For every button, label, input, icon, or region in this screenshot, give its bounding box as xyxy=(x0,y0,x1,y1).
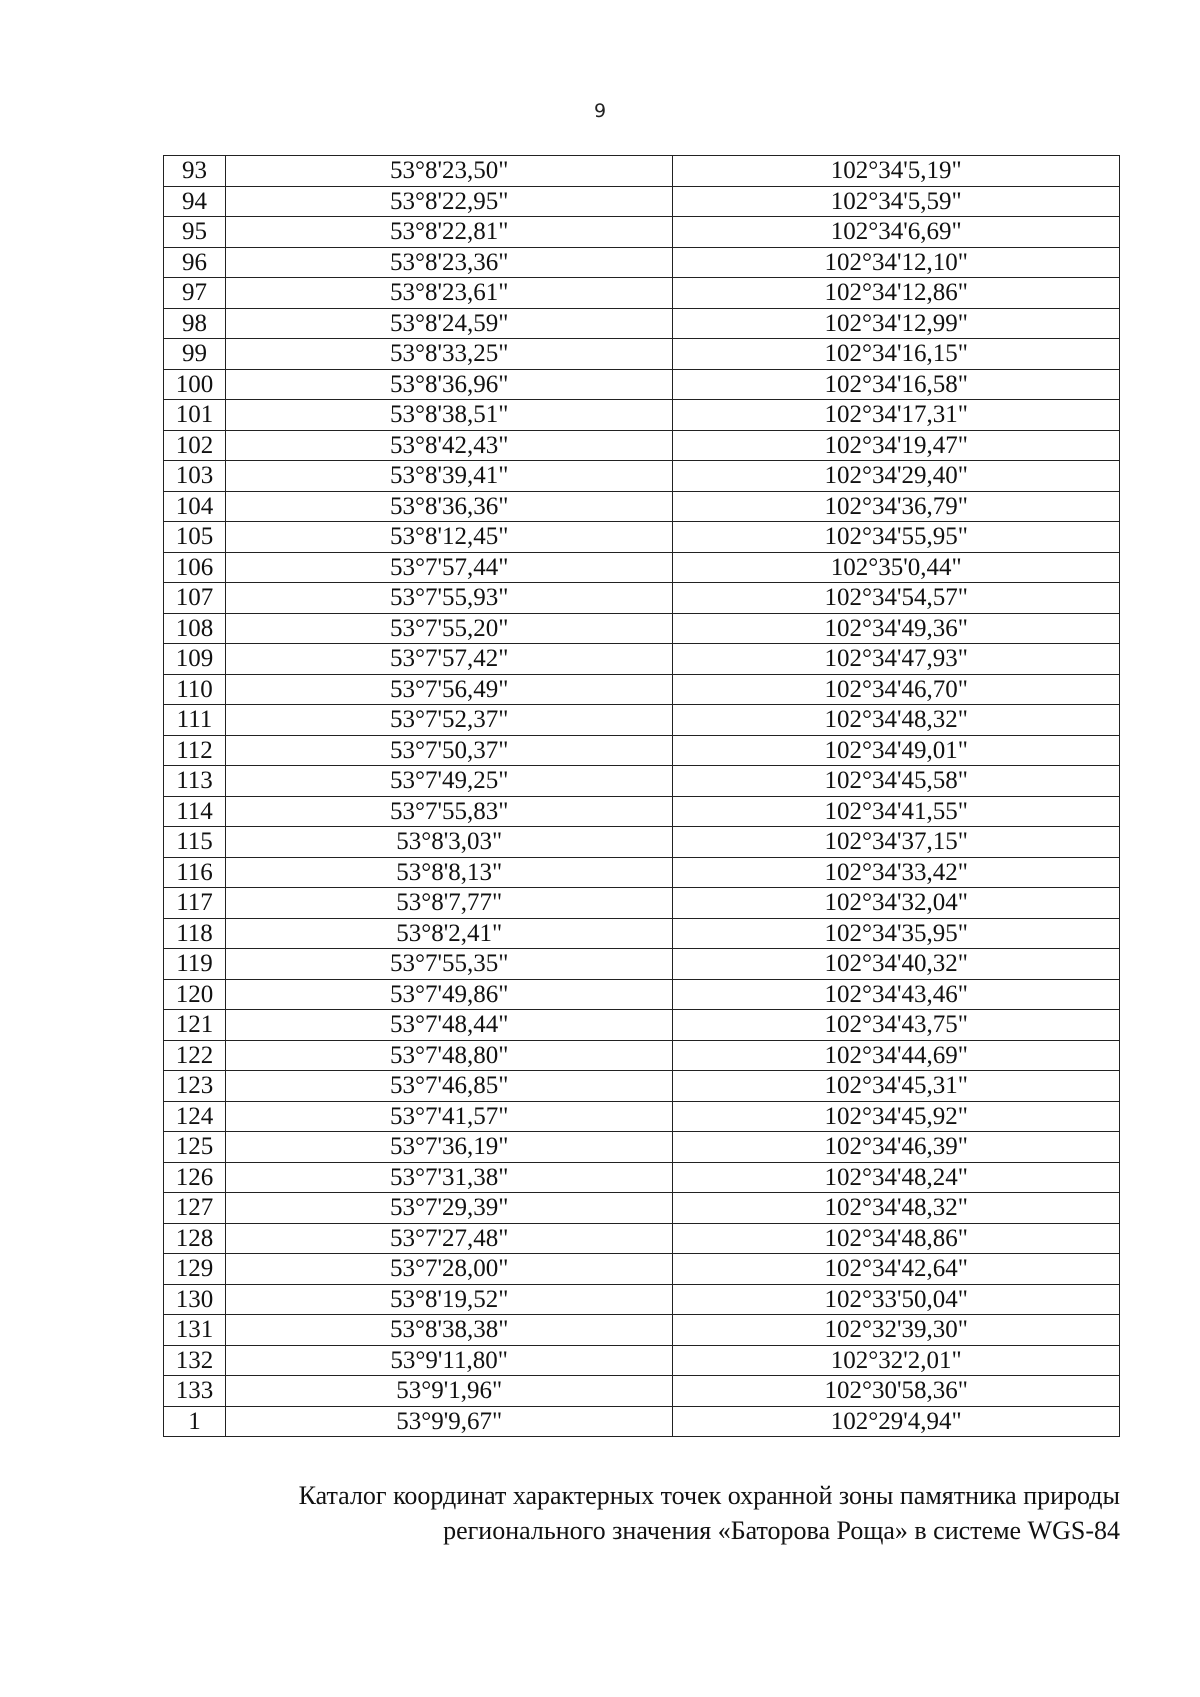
latitude-cell: 53°7'57,44" xyxy=(225,552,672,583)
longitude-cell: 102°34'36,79" xyxy=(673,491,1120,522)
longitude-cell: 102°34'12,10" xyxy=(673,247,1120,278)
latitude-cell: 53°8'23,50" xyxy=(225,156,672,187)
point-number-cell: 133 xyxy=(164,1376,226,1407)
longitude-cell: 102°33'50,04" xyxy=(673,1284,1120,1315)
page-number: 9 xyxy=(593,100,607,122)
longitude-cell: 102°34'12,86" xyxy=(673,278,1120,309)
table-row xyxy=(164,308,1120,339)
longitude-cell: 102°34'35,95" xyxy=(673,918,1120,949)
point-number-cell: 93 xyxy=(164,156,226,187)
table-row xyxy=(164,1345,1120,1376)
latitude-cell: 53°8'24,59" xyxy=(225,308,672,339)
latitude-cell: 53°8'23,36" xyxy=(225,247,672,278)
table-row xyxy=(164,1284,1120,1315)
latitude-cell: 53°8'8,13" xyxy=(225,857,672,888)
point-number-cell: 112 xyxy=(164,735,226,766)
point-number-cell: 99 xyxy=(164,339,226,370)
latitude-cell: 53°8'38,38" xyxy=(225,1315,672,1346)
latitude-cell: 53°7'27,48" xyxy=(225,1223,672,1254)
point-number-cell: 96 xyxy=(164,247,226,278)
table-row xyxy=(164,827,1120,858)
latitude-cell: 53°9'1,96" xyxy=(225,1376,672,1407)
longitude-cell: 102°34'46,70" xyxy=(673,674,1120,705)
latitude-cell: 53°7'31,38" xyxy=(225,1162,672,1193)
latitude-cell: 53°8'38,51" xyxy=(225,400,672,431)
latitude-cell: 53°7'55,83" xyxy=(225,796,672,827)
latitude-cell: 53°8'22,95" xyxy=(225,186,672,217)
table-row xyxy=(164,1315,1120,1346)
latitude-cell: 53°7'49,25" xyxy=(225,766,672,797)
table-row xyxy=(164,918,1120,949)
longitude-cell: 102°34'16,15" xyxy=(673,339,1120,370)
table-row xyxy=(164,674,1120,705)
coordinates-table-body xyxy=(164,156,1120,1437)
point-number-cell: 106 xyxy=(164,552,226,583)
point-number-cell: 102 xyxy=(164,430,226,461)
latitude-cell: 53°7'56,49" xyxy=(225,674,672,705)
table-row xyxy=(164,1406,1120,1437)
longitude-cell: 102°34'29,40" xyxy=(673,461,1120,492)
longitude-cell: 102°34'6,69" xyxy=(673,217,1120,248)
longitude-cell: 102°30'58,36" xyxy=(673,1376,1120,1407)
table-row xyxy=(164,1376,1120,1407)
longitude-cell: 102°34'55,95" xyxy=(673,522,1120,553)
point-number-cell: 126 xyxy=(164,1162,226,1193)
point-number-cell: 132 xyxy=(164,1345,226,1376)
table-row xyxy=(164,1223,1120,1254)
longitude-cell: 102°34'54,57" xyxy=(673,583,1120,614)
point-number-cell: 103 xyxy=(164,461,226,492)
point-number-cell: 116 xyxy=(164,857,226,888)
table-row xyxy=(164,1193,1120,1224)
point-number-cell: 113 xyxy=(164,766,226,797)
latitude-cell: 53°8'39,41" xyxy=(225,461,672,492)
longitude-cell: 102°34'45,92" xyxy=(673,1101,1120,1132)
point-number-cell: 108 xyxy=(164,613,226,644)
point-number-cell: 129 xyxy=(164,1254,226,1285)
longitude-cell: 102°34'19,47" xyxy=(673,430,1120,461)
point-number-cell: 98 xyxy=(164,308,226,339)
table-caption xyxy=(160,1478,1120,1548)
latitude-cell: 53°7'29,39" xyxy=(225,1193,672,1224)
longitude-cell: 102°34'46,39" xyxy=(673,1132,1120,1163)
table-row xyxy=(164,247,1120,278)
table-row xyxy=(164,1010,1120,1041)
latitude-cell: 53°7'55,35" xyxy=(225,949,672,980)
latitude-cell: 53°7'49,86" xyxy=(225,979,672,1010)
longitude-cell: 102°34'37,15" xyxy=(673,827,1120,858)
table-row xyxy=(164,979,1120,1010)
point-number-cell: 95 xyxy=(164,217,226,248)
latitude-cell: 53°7'46,85" xyxy=(225,1071,672,1102)
table-row xyxy=(164,583,1120,614)
table-row xyxy=(164,156,1120,187)
latitude-cell: 53°7'41,57" xyxy=(225,1101,672,1132)
table-row xyxy=(164,400,1120,431)
point-number-cell: 104 xyxy=(164,491,226,522)
table-row xyxy=(164,1071,1120,1102)
longitude-cell: 102°34'5,19" xyxy=(673,156,1120,187)
longitude-cell: 102°34'45,31" xyxy=(673,1071,1120,1102)
latitude-cell: 53°9'11,80" xyxy=(225,1345,672,1376)
longitude-cell: 102°34'12,99" xyxy=(673,308,1120,339)
point-number-cell: 97 xyxy=(164,278,226,309)
caption-line-1: Каталог координат характерных точек охранной зоны памятника природы xyxy=(298,1481,1120,1510)
longitude-cell: 102°34'17,31" xyxy=(673,400,1120,431)
point-number-cell: 115 xyxy=(164,827,226,858)
latitude-cell: 53°8'36,36" xyxy=(225,491,672,522)
point-number-cell: 128 xyxy=(164,1223,226,1254)
latitude-cell: 53°8'3,03" xyxy=(225,827,672,858)
point-number-cell: 124 xyxy=(164,1101,226,1132)
table-row xyxy=(164,186,1120,217)
latitude-cell: 53°8'22,81" xyxy=(225,217,672,248)
latitude-cell: 53°8'12,45" xyxy=(225,522,672,553)
table-row xyxy=(164,613,1120,644)
table-row xyxy=(164,339,1120,370)
latitude-cell: 53°7'28,00" xyxy=(225,1254,672,1285)
latitude-cell: 53°8'42,43" xyxy=(225,430,672,461)
longitude-cell: 102°34'5,59" xyxy=(673,186,1120,217)
longitude-cell: 102°35'0,44" xyxy=(673,552,1120,583)
longitude-cell: 102°34'33,42" xyxy=(673,857,1120,888)
table-row xyxy=(164,461,1120,492)
coordinates-table xyxy=(163,155,1120,1437)
longitude-cell: 102°34'16,58" xyxy=(673,369,1120,400)
point-number-cell: 131 xyxy=(164,1315,226,1346)
latitude-cell: 53°7'55,20" xyxy=(225,613,672,644)
point-number-cell: 105 xyxy=(164,522,226,553)
latitude-cell: 53°9'9,67" xyxy=(225,1406,672,1437)
table-row xyxy=(164,1101,1120,1132)
table-row xyxy=(164,1254,1120,1285)
latitude-cell: 53°8'7,77" xyxy=(225,888,672,919)
longitude-cell: 102°34'43,75" xyxy=(673,1010,1120,1041)
longitude-cell: 102°34'48,32" xyxy=(673,705,1120,736)
longitude-cell: 102°34'44,69" xyxy=(673,1040,1120,1071)
point-number-cell: 107 xyxy=(164,583,226,614)
table-row xyxy=(164,217,1120,248)
latitude-cell: 53°8'33,25" xyxy=(225,339,672,370)
point-number-cell: 122 xyxy=(164,1040,226,1071)
point-number-cell: 101 xyxy=(164,400,226,431)
longitude-cell: 102°34'48,86" xyxy=(673,1223,1120,1254)
point-number-cell: 130 xyxy=(164,1284,226,1315)
longitude-cell: 102°34'45,58" xyxy=(673,766,1120,797)
point-number-cell: 94 xyxy=(164,186,226,217)
point-number-cell: 109 xyxy=(164,644,226,675)
point-number-cell: 127 xyxy=(164,1193,226,1224)
longitude-cell: 102°34'47,93" xyxy=(673,644,1120,675)
point-number-cell: 114 xyxy=(164,796,226,827)
point-number-cell: 1 xyxy=(164,1406,226,1437)
point-number-cell: 110 xyxy=(164,674,226,705)
table-row xyxy=(164,735,1120,766)
latitude-cell: 53°7'55,93" xyxy=(225,583,672,614)
point-number-cell: 118 xyxy=(164,918,226,949)
table-row xyxy=(164,552,1120,583)
longitude-cell: 102°34'41,55" xyxy=(673,796,1120,827)
table-row xyxy=(164,522,1120,553)
latitude-cell: 53°8'23,61" xyxy=(225,278,672,309)
table-row xyxy=(164,1040,1120,1071)
point-number-cell: 100 xyxy=(164,369,226,400)
point-number-cell: 120 xyxy=(164,979,226,1010)
table-row xyxy=(164,766,1120,797)
latitude-cell: 53°7'36,19" xyxy=(225,1132,672,1163)
point-number-cell: 123 xyxy=(164,1071,226,1102)
latitude-cell: 53°8'2,41" xyxy=(225,918,672,949)
table-row xyxy=(164,430,1120,461)
latitude-cell: 53°7'48,44" xyxy=(225,1010,672,1041)
longitude-cell: 102°34'32,04" xyxy=(673,888,1120,919)
latitude-cell: 53°8'36,96" xyxy=(225,369,672,400)
table-row xyxy=(164,1132,1120,1163)
longitude-cell: 102°34'48,24" xyxy=(673,1162,1120,1193)
point-number-cell: 121 xyxy=(164,1010,226,1041)
table-row xyxy=(164,949,1120,980)
latitude-cell: 53°7'57,42" xyxy=(225,644,672,675)
point-number-cell: 111 xyxy=(164,705,226,736)
longitude-cell: 102°29'4,94" xyxy=(673,1406,1120,1437)
caption-line-2: регионального значения «Баторова Роща» в системе WGS-84 xyxy=(443,1516,1120,1545)
longitude-cell: 102°34'43,46" xyxy=(673,979,1120,1010)
point-number-cell: 117 xyxy=(164,888,226,919)
longitude-cell: 102°34'40,32" xyxy=(673,949,1120,980)
longitude-cell: 102°34'49,36" xyxy=(673,613,1120,644)
table-row xyxy=(164,644,1120,675)
table-row xyxy=(164,705,1120,736)
table-row xyxy=(164,491,1120,522)
longitude-cell: 102°34'49,01" xyxy=(673,735,1120,766)
latitude-cell: 53°7'48,80" xyxy=(225,1040,672,1071)
longitude-cell: 102°32'2,01" xyxy=(673,1345,1120,1376)
longitude-cell: 102°34'48,32" xyxy=(673,1193,1120,1224)
longitude-cell: 102°34'42,64" xyxy=(673,1254,1120,1285)
table-row xyxy=(164,369,1120,400)
table-row xyxy=(164,1162,1120,1193)
table-row xyxy=(164,278,1120,309)
latitude-cell: 53°8'19,52" xyxy=(225,1284,672,1315)
point-number-cell: 125 xyxy=(164,1132,226,1163)
longitude-cell: 102°32'39,30" xyxy=(673,1315,1120,1346)
point-number-cell: 119 xyxy=(164,949,226,980)
table-row xyxy=(164,857,1120,888)
latitude-cell: 53°7'50,37" xyxy=(225,735,672,766)
latitude-cell: 53°7'52,37" xyxy=(225,705,672,736)
table-row xyxy=(164,888,1120,919)
table-row xyxy=(164,796,1120,827)
